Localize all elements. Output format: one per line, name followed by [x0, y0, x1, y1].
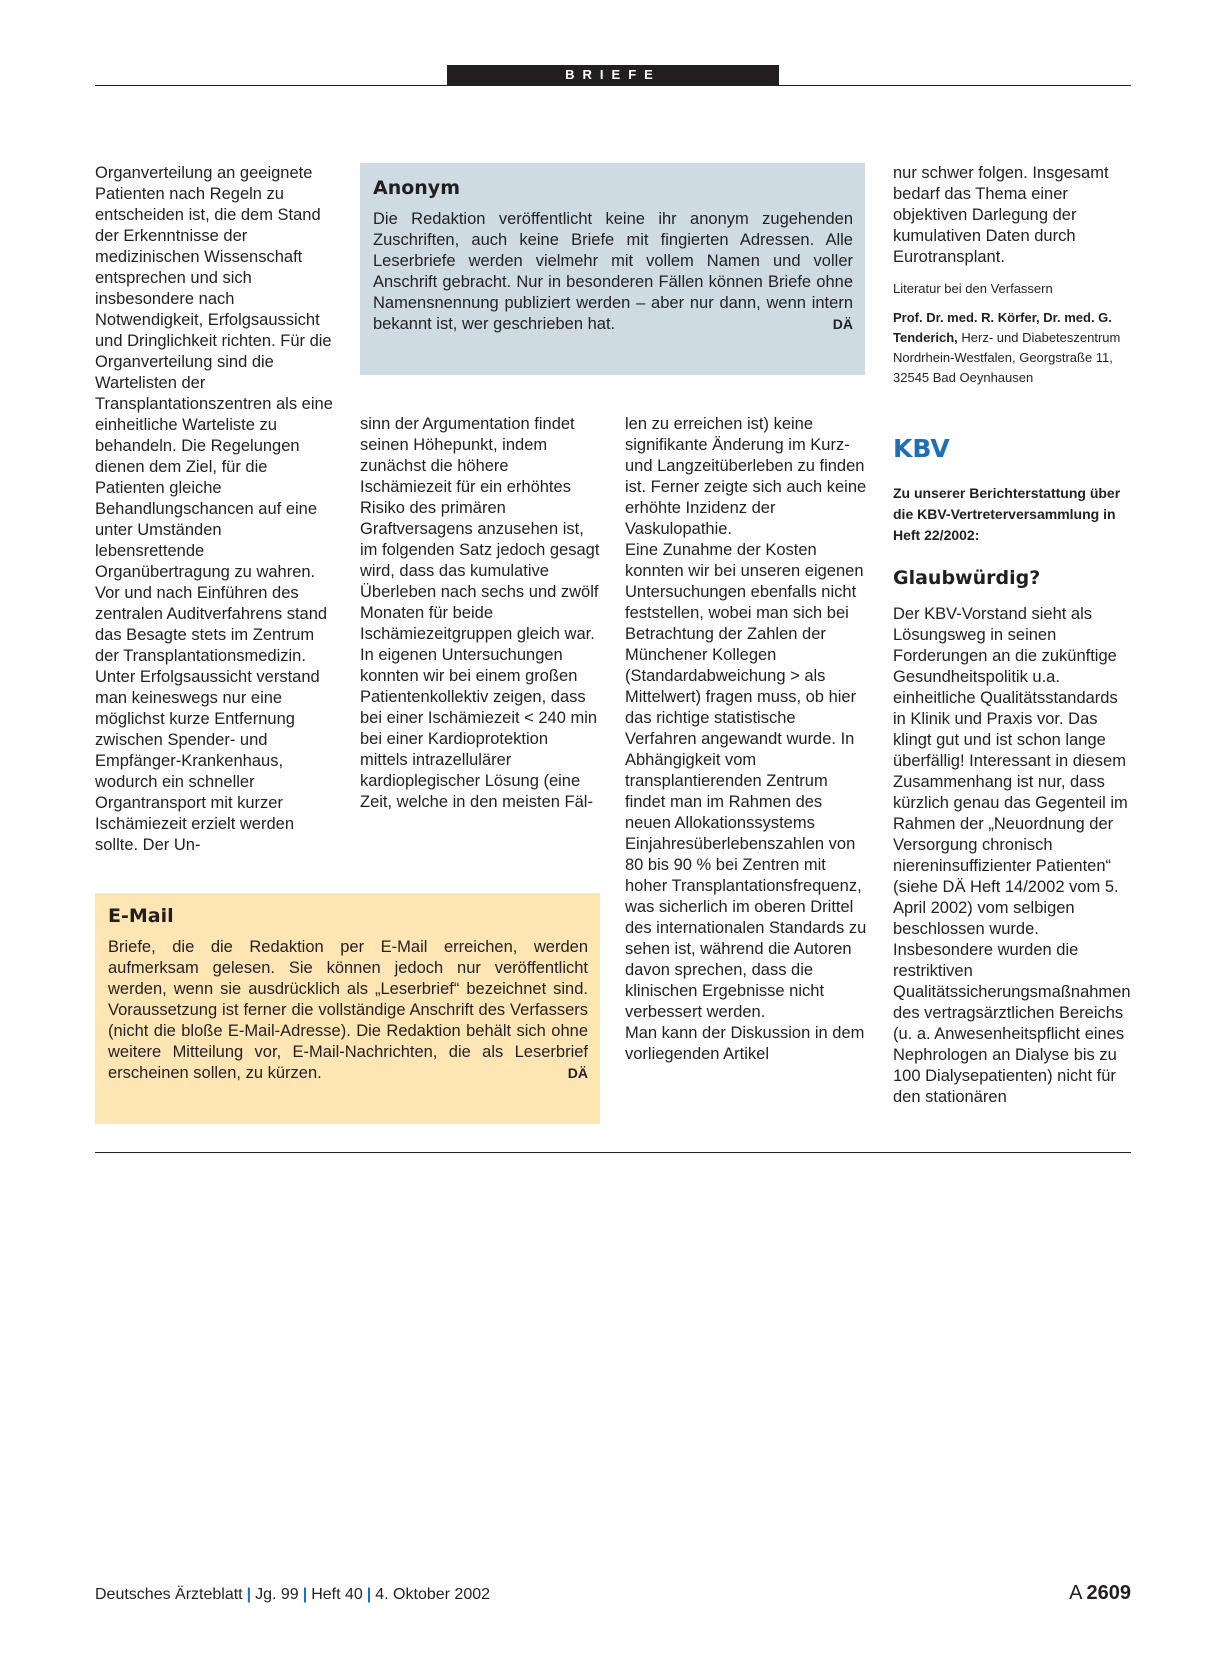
- page-number: A 2609: [1069, 1582, 1131, 1604]
- article-column-4: [893, 163, 1133, 268]
- email-notice-box: [95, 893, 600, 1124]
- article-column-3: [625, 414, 867, 1065]
- top-rule: [95, 85, 1131, 86]
- page-footer: Deutsches Ärzteblatt | Jg. 99 | Heft 40 | 4. Oktober 2002: [95, 1586, 491, 1603]
- journal-volume: Jg. 99: [255, 1586, 299, 1603]
- anonym-box-title: Anonym: [373, 177, 460, 199]
- paragraph: Vor und nach Einführen des zentralen Auditverfahrens stand das Besagte stets im Zentrum der Transplantationsmedizin. Unter Erfolgsaussicht verstand man keineswegs nur eine möglichst kurze Entfernung zwischen Spender- und Empfänger-Krankenhaus, wodurch ein schneller Organtransport mit kurzer Ischämiezeit erzielt werden sollte. Der Un-: [95, 584, 328, 854]
- kbv-reference: Zu unserer Berichterstattung über die KBV-Vertreterversammlung in Heft 22/2002:: [893, 485, 1121, 543]
- paragraph: Eine Zunahme der Kosten konnten wir bei unseren eigenen Untersuchungen ebenfalls nicht feststellen, wobei man sich bei Betrachtung der Zahlen der Münchener Kollegen (Standardabweichung > als Mittelwert) fragen muss, ob hier das richtige statistische Verfahren angewandt wurde. In Abhängigkeit vom transplantierenden Zentrum findet man im Rahmen des neuen Allokationssystems Einjahresüberlebenszahlen von 80 bis 90 % bei Zentren mit hoher Transplantationsfrequenz, was sicherlich im oberen Drittel des internationalen Standards zu sehen ist, während die Autoren davon sprechen, dass die klinischen Ergebnisse nicht verbessert werden.: [625, 541, 867, 1021]
- literature-note: Literatur bei den Verfassern: [893, 281, 1053, 296]
- paragraph: len zu erreichen ist) keine signifikante Änderung im Kurz- und Langzeitüberleben zu finden ist. Ferner zeigte sich auch keine erhöhte Inzidenz der Vaskulopathie.: [625, 415, 867, 538]
- kbv-section-title: KBV: [893, 434, 950, 463]
- email-box-signature: DÄ: [567, 1065, 588, 1081]
- article-column-1: [95, 163, 335, 856]
- article-column-2: [360, 414, 600, 813]
- kbv-letter-body: [893, 604, 1133, 1108]
- anonym-box-body: Die Redaktion veröffentlicht keine ihr anonym zugehenden Zuschriften, auch keine Briefe mit fingierten Adressen. Alle Leserbriefe werden vielmehr mit vollem Namen und voller Anschrift gebracht. Nur in besonderen Fällen können Briefe ohne Namensnennung publiziert werden – aber nur dann, wenn intern bekannt ist, wer geschrieben hat. DÄ: [373, 210, 853, 333]
- author-affiliation: Herz- und Diabeteszentrum Nordrhein-Westfalen, Georgstraße 11, 32545 Bad Oeynhausen: [893, 330, 1121, 385]
- journal-issue: Heft 40: [311, 1586, 363, 1603]
- author-names: Prof. Dr. med. R. Körfer, Dr. med. G. Tenderich,: [893, 310, 1112, 345]
- paragraph: Der KBV-Vorstand sieht als Lösungsweg in seinen Forderungen an die zukünftige Gesundheitspolitik u.a. einheitliche Qualitätsstandards in Klinik und Praxis vor. Das klingt gut und ist schon lange überfällig! Interessant in diesem Zusammenhang ist nur, dass kürzlich genau das Gegenteil im Rahmen der „Neuordnung der Versorgung chronisch niereninsuffizienter Patienten“ (siehe DÄ Heft 14/2002 vom 5. April 2002) vom selbigen beschlossen wurde. Insbesondere wurden die restriktiven Qualitätssicherungsmaßnahmen des vertragsärztlichen Bereichs (u. a. Anwesenheitspflicht eines Nephrologen an Dialyse bis zu 100 Dialysepatienten) nicht für den stationären: [893, 605, 1131, 1106]
- bottom-rule: [95, 1152, 1131, 1153]
- anonym-notice-box: [360, 163, 865, 375]
- section-header: BRIEFE: [447, 65, 779, 85]
- paragraph: Man kann der Diskussion in dem vorliegenden Artikel: [625, 1024, 865, 1063]
- journal-date: 4. Oktober 2002: [375, 1586, 491, 1603]
- journal-name: Deutsches Ärzteblatt: [95, 1586, 243, 1603]
- paragraph: Organverteilung an geeignete Patienten nach Regeln zu entscheiden ist, die dem Stand der Erkenntnisse der medizinischen Wissenschaft entsprechen und sich insbesondere nach Notwendigkeit, Erfolgsaussicht und Dringlichkeit richten. Für die Organverteilung sind die Wartelisten der Transplantationszentren als eine einheitliche Warteliste zu behandeln. Die Regelungen dienen dem Ziel, für die Patienten gleiche Behandlungschancen auf eine unter Umständen lebensrettende Organübertragung zu wahren.: [95, 164, 333, 581]
- paragraph: sinn der Argumentation findet seinen Höhepunkt, indem zunächst die höhere Ischämiezeit für ein erhöhtes Risiko des primären Graftversagens anzusehen ist, im folgenden Satz jedoch gesagt wird, dass das kumulative Überleben nach sechs und zwölf Monaten für beide Ischämiezeitgruppen gleich war.: [360, 415, 600, 643]
- letter-headline: Glaubwürdig?: [893, 567, 1041, 589]
- email-box-body: Briefe, die die Redaktion per E-Mail erreichen, werden aufmerksam gelesen. Sie können jedoch nur veröffentlicht werden, wenn sie ausdrücklich als „Leserbrief“ bezeichnet sind. Voraussetzung ist ferner die vollständige Anschrift des Verfassers (nicht die bloße E-Mail-Adresse). Die Redaktion behält sich ohne weitere Mitteilung vor, E-Mail-Nachrichten, die als Leserbrief erscheinen sollen, zu kürzen. DÄ: [108, 938, 588, 1082]
- email-box-title: E-Mail: [108, 905, 174, 927]
- author-credit: [893, 308, 1133, 388]
- anonym-box-signature: DÄ: [832, 316, 853, 332]
- paragraph: In eigenen Untersuchungen konnten wir bei einem großen Patientenkollektiv zeigen, dass bei einer Ischämiezeit < 240 min bei einer Kardioprotektion mittels intrazellulärer kardioplegischer Lösung (eine Zeit, welche in den meisten Fäl-: [360, 646, 598, 811]
- paragraph: nur schwer folgen. Insgesamt bedarf das Thema einer objektiven Darlegung der kumulativen Daten durch Eurotransplant.: [893, 164, 1109, 266]
